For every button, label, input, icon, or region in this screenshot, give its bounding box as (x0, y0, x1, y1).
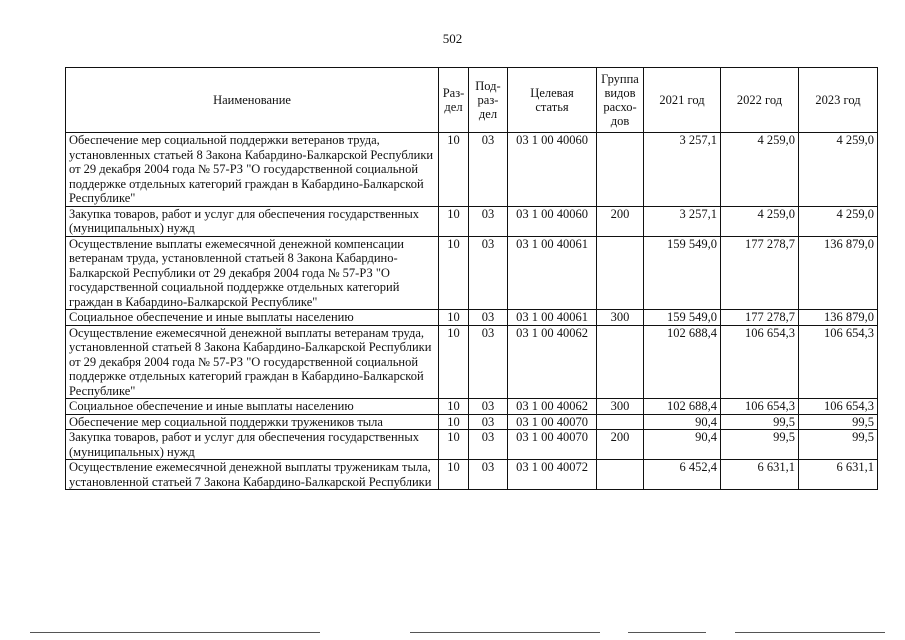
cell-2023: 106 654,3 (799, 399, 878, 415)
cell-2021: 3 257,1 (644, 206, 721, 236)
cell-group (597, 236, 644, 310)
cell-2022: 99,5 (721, 430, 799, 460)
table-row (66, 399, 878, 415)
cell-2021: 159 549,0 (644, 310, 721, 326)
cell-name: Осуществление ежемесячной денежной выплаты труженикам тыла, установленной статьей 7 Закона Кабардино-Балкарской Республики (66, 460, 439, 490)
cell-2023: 4 259,0 (799, 133, 878, 207)
cell-section: 10 (439, 310, 469, 326)
cell-group: 200 (597, 430, 644, 460)
cell-subsection: 03 (469, 399, 508, 415)
table-row (66, 206, 878, 236)
header-2022: 2022 год (721, 68, 799, 133)
header-section: Раз- дел (439, 68, 469, 133)
cell-target: 03 1 00 40070 (508, 430, 597, 460)
cell-target: 03 1 00 40070 (508, 414, 597, 430)
cell-section: 10 (439, 399, 469, 415)
cell-name: Закупка товаров, работ и услуг для обеспечения государственных (муниципальных) нужд (66, 430, 439, 460)
table-row (66, 325, 878, 399)
cell-name: Закупка товаров, работ и услуг для обеспечения государственных (муниципальных) нужд (66, 206, 439, 236)
cell-name: Обеспечение мер социальной поддержки ветеранов труда, установленных статьей 8 Закона Кабардино-Балкарской Республики от 29 декабря 2004 года № 57-РЗ "О государственной социальной поддержке отдельных категорий граждан в Кабардино-Балкарской Республике" (66, 133, 439, 207)
cell-2023: 106 654,3 (799, 325, 878, 399)
cell-group: 300 (597, 310, 644, 326)
cell-2022: 177 278,7 (721, 236, 799, 310)
cell-2022: 99,5 (721, 414, 799, 430)
cell-target: 03 1 00 40060 (508, 206, 597, 236)
cell-2023: 6 631,1 (799, 460, 878, 490)
footer-rule-middle (410, 632, 600, 633)
budget-table (65, 67, 878, 490)
table-row (66, 133, 878, 207)
cell-2021: 90,4 (644, 430, 721, 460)
header-target: Целевая статья (508, 68, 597, 133)
cell-group (597, 133, 644, 207)
cell-section: 10 (439, 133, 469, 207)
cell-2023: 99,5 (799, 414, 878, 430)
cell-group: 300 (597, 399, 644, 415)
table-row (66, 310, 878, 326)
cell-2021: 159 549,0 (644, 236, 721, 310)
cell-2023: 4 259,0 (799, 206, 878, 236)
cell-subsection: 03 (469, 236, 508, 310)
cell-target: 03 1 00 40062 (508, 325, 597, 399)
cell-name: Обеспечение мер социальной поддержки тружеников тыла (66, 414, 439, 430)
footer-rule-right-b (735, 632, 885, 633)
cell-group (597, 325, 644, 399)
cell-2022: 177 278,7 (721, 310, 799, 326)
header-2021: 2021 год (644, 68, 721, 133)
cell-subsection: 03 (469, 206, 508, 236)
cell-section: 10 (439, 430, 469, 460)
header-subsection: Под- раз- дел (469, 68, 508, 133)
table-body (66, 133, 878, 490)
cell-subsection: 03 (469, 310, 508, 326)
cell-subsection: 03 (469, 430, 508, 460)
cell-2021: 3 257,1 (644, 133, 721, 207)
cell-2022: 6 631,1 (721, 460, 799, 490)
cell-2022: 4 259,0 (721, 133, 799, 207)
table-row (66, 236, 878, 310)
table-row (66, 460, 878, 490)
footer-rule-left (30, 632, 320, 633)
cell-2021: 6 452,4 (644, 460, 721, 490)
cell-section: 10 (439, 460, 469, 490)
cell-subsection: 03 (469, 325, 508, 399)
cell-group: 200 (597, 206, 644, 236)
cell-2023: 99,5 (799, 430, 878, 460)
header-name: Наименование (66, 68, 439, 133)
footer-rule-right-a (628, 632, 706, 633)
cell-2022: 4 259,0 (721, 206, 799, 236)
cell-2023: 136 879,0 (799, 236, 878, 310)
cell-target: 03 1 00 40072 (508, 460, 597, 490)
cell-name: Осуществление ежемесячной денежной выплаты ветеранам труда, установленной статьей 8 Закона Кабардино-Балкарской Республики от 29 декабря 2004 года № 57-РЗ "О государственной социальной поддержке отдельных категорий граждан в Кабардино-Балкарской Республике" (66, 325, 439, 399)
cell-section: 10 (439, 414, 469, 430)
cell-name: Осуществление выплаты ежемесячной денежной компенсации ветеранам труда, установленной статьей 8 Закона Кабардино-Балкарской Республики от 29 декабря 2004 года № 57-РЗ "О государственной социальной поддержке отдельных категорий граждан в Кабардино-Балкарской Республике" (66, 236, 439, 310)
cell-target: 03 1 00 40061 (508, 236, 597, 310)
header-row (66, 68, 878, 133)
cell-2022: 106 654,3 (721, 325, 799, 399)
cell-subsection: 03 (469, 414, 508, 430)
cell-target: 03 1 00 40062 (508, 399, 597, 415)
cell-2022: 106 654,3 (721, 399, 799, 415)
table-row (66, 430, 878, 460)
cell-subsection: 03 (469, 133, 508, 207)
cell-group (597, 414, 644, 430)
cell-section: 10 (439, 206, 469, 236)
cell-subsection: 03 (469, 460, 508, 490)
cell-section: 10 (439, 236, 469, 310)
cell-name: Социальное обеспечение и иные выплаты населению (66, 310, 439, 326)
page-number: 502 (442, 31, 463, 46)
cell-2021: 90,4 (644, 414, 721, 430)
header-2023: 2023 год (799, 68, 878, 133)
cell-name: Социальное обеспечение и иные выплаты населению (66, 399, 439, 415)
cell-group (597, 460, 644, 490)
cell-2023: 136 879,0 (799, 310, 878, 326)
cell-target: 03 1 00 40061 (508, 310, 597, 326)
header-group: Группа видов расхо- дов (597, 68, 644, 133)
cell-2021: 102 688,4 (644, 325, 721, 399)
table-row (66, 414, 878, 430)
cell-section: 10 (439, 325, 469, 399)
cell-2021: 102 688,4 (644, 399, 721, 415)
cell-target: 03 1 00 40060 (508, 133, 597, 207)
